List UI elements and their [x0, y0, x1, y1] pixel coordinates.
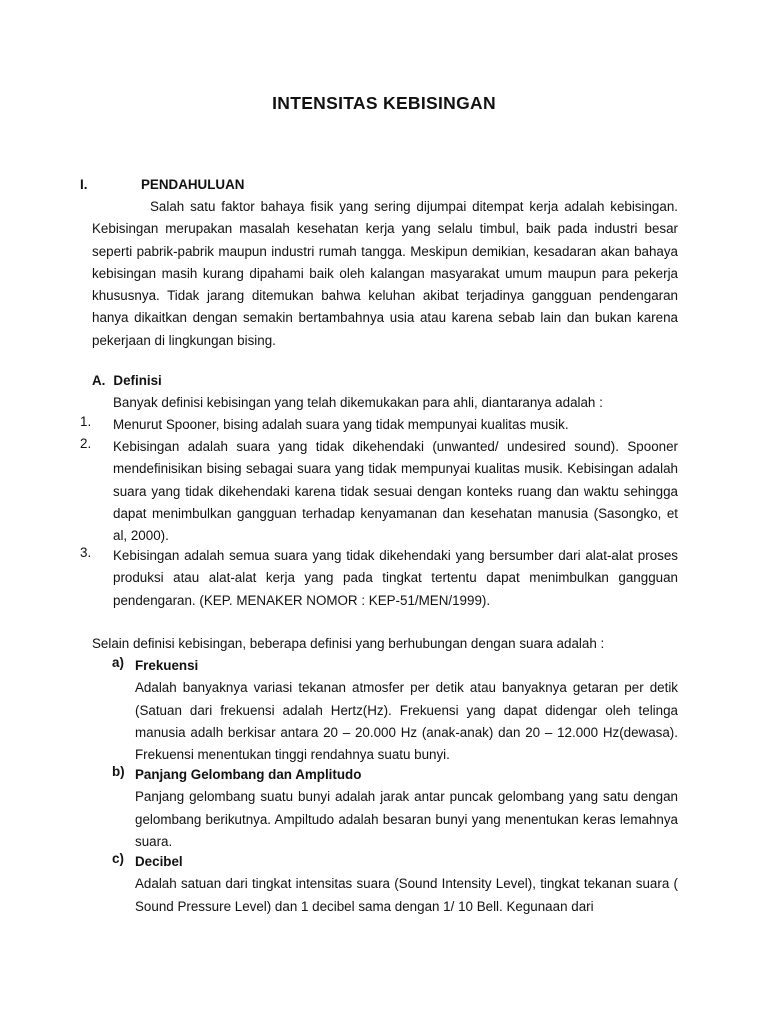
list-text: Menurut Spooner, bising adalah suara yang tidak mempunyai kualitas musik.: [113, 417, 569, 432]
section-number: I.: [80, 177, 88, 192]
sub-item-heading: Panjang Gelombang dan Amplitudo: [135, 767, 362, 782]
sub-item-text: Adalah satuan dari tingkat intensitas suara (Sound Intensity Level), tingkat tekanan suara ( Sound Pressure Level) dan 1 decibel sama dengan 1/ 10 Bell. Kegunaan dari: [135, 876, 678, 914]
list-marker: 1.: [80, 414, 92, 429]
sub-item-marker: c): [112, 851, 124, 866]
definisi-marker: A.: [92, 373, 106, 388]
sub-item-decibel: [112, 851, 678, 918]
sub-item-text: Panjang gelombang suatu bunyi adalah jarak antar puncak gelombang yang satu dengan gelombang berikutnya. Ampiltudo adalah besaran bunyi yang menentukan keras lemahnya suara.: [135, 789, 678, 849]
list-marker: 2.: [80, 436, 92, 451]
sub-item-marker: b): [112, 764, 125, 779]
definisi-title: Definisi: [113, 373, 162, 388]
sub-item-marker: a): [112, 655, 124, 670]
intro-paragraph-block: [92, 196, 678, 352]
definisi-intro: Banyak definisi kebisingan yang telah dikemukakan para ahli, diantaranya adalah :: [113, 395, 603, 410]
list-item: [80, 436, 678, 547]
section-title: PENDAHULUAN: [141, 177, 245, 192]
list-text: Kebisingan adalah semua suara yang tidak dikehendaki yang bersumber dari alat-alat proses produksi atau alat-alat kerja yang pada tingkat tertentu dapat menimbulkan gangguan pendengaran. (KEP. MENAKER NOMOR : KEP-51/MEN/1999).: [113, 548, 678, 608]
definisi-heading: [92, 373, 162, 388]
sub-item-heading: Frekuensi: [135, 658, 199, 673]
sub-item-frekuensi: [112, 655, 678, 766]
document-title: INTENSITAS KEBISINGAN: [272, 93, 496, 113]
sub-item-panjang-gelombang: [112, 764, 678, 853]
intro-paragraph: Salah satu faktor bahaya fisik yang sering dijumpai ditempat kerja adalah kebisingan. Kebisingan merupakan masalah kesehatan kerja yang selalu timbul, baik pada industri besar seperti pabrik-pabrik maupun industri rumah tangga. Meskipun demikian, kesadaran akan bahaya kebisingan masih kurang dipahami baik oleh kalangan masyarakat umum maupun para pekerja khususnya. Tidak jarang ditemukan bahwa keluhan akibat terjadinya gangguan pendengaran hanya dikaitkan dengan semakin bertambahnya usia atau karena sebab lain dan bukan karena pekerjaan di lingkungan bising.: [92, 199, 678, 348]
section-heading: [80, 177, 244, 192]
list-text: Kebisingan adalah suara yang tidak dikehendaki (unwanted/ undesired sound). Spooner mendefinisikan bising sebagai suara yang tidak mempunyai kualitas musik. Kebisingan adalah suara yang tidak dikehendaki karena tidak sesuai dengan konteks ruang dan waktu sehingga dapat menimbulkan gangguan terhadap kenyamanan dan kesehatan manusia (Sasongko, et al, 2000).: [113, 439, 678, 544]
related-intro: Selain definisi kebisingan, beberapa definisi yang berhubungan dengan suara adalah :: [92, 636, 605, 651]
sub-item-text: Adalah banyaknya variasi tekanan atmosfer per detik atau banyaknya getaran per detik (Satuan dari frekuensi adalah Hertz(Hz). Frekuensi yang dapat didengar oleh telinga manusia adalh berkisar antara 20 – 20.000 Hz (anak-anak) dan 20 – 12.000 Hz(dewasa). Frekuensi menentukan tinggi rendahnya suatu bunyi.: [135, 680, 678, 763]
list-item: [80, 414, 678, 436]
list-item: [80, 545, 678, 612]
sub-item-heading: Decibel: [135, 854, 183, 869]
list-marker: 3.: [80, 545, 92, 560]
